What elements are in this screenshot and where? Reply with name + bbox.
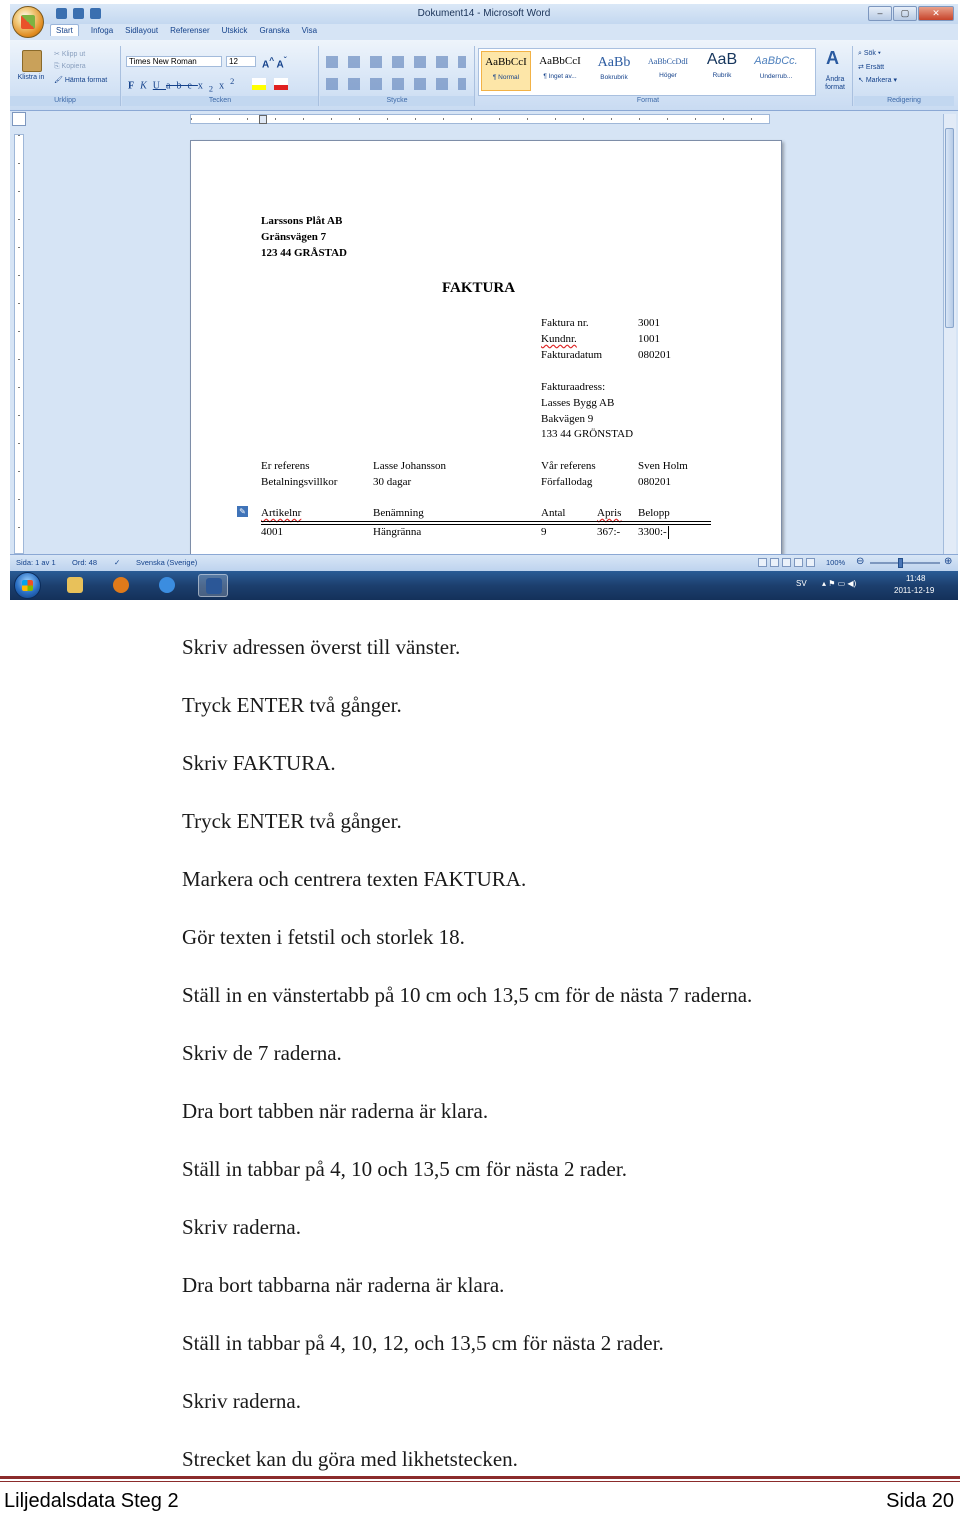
editing-label: Redigering — [854, 96, 954, 106]
sender-line: Larssons Plåt AB — [261, 215, 343, 227]
paste-button[interactable]: Klistra in — [17, 74, 45, 81]
style-no-spacing[interactable]: AaBbCcI ¶ Inget av... — [539, 55, 581, 80]
reference-value: 30 dagar — [373, 476, 412, 488]
find-button[interactable]: ⌕ Sök ▾ — [858, 50, 881, 57]
clipboard-group — [10, 46, 121, 106]
status-bar — [10, 554, 958, 571]
cursor-icon: ↖ — [858, 77, 866, 84]
instruction-step: Tryck ENTER två gånger. — [182, 809, 402, 833]
word-taskbar-button[interactable] — [198, 574, 228, 597]
instruction-step: Dra bort tabbarna när raderna är klara. — [182, 1273, 505, 1297]
clipboard-label: Urklipp — [10, 96, 120, 106]
full-screen-view-icon[interactable] — [770, 558, 779, 567]
indent-marker[interactable] — [259, 115, 267, 124]
zoom-out-icon[interactable]: ⊖ — [856, 556, 865, 567]
style-normal[interactable]: AaBbCcI ¶ Normal — [481, 51, 531, 91]
page-count[interactable]: Sida: 1 av 1 — [16, 558, 56, 567]
table-header: Belopp — [638, 507, 670, 519]
reference-value: Lasse Johansson — [373, 460, 447, 472]
tab-utskick[interactable]: Utskick — [221, 26, 248, 35]
scissors-icon: ✂ — [54, 51, 62, 58]
language-indicator[interactable]: SV — [796, 579, 807, 588]
media-player-taskbar-button[interactable] — [106, 574, 136, 597]
media-player-icon — [113, 577, 129, 593]
invoice-value: 3001 — [638, 317, 660, 329]
change-styles-group — [818, 46, 853, 106]
font-group — [122, 46, 319, 106]
reference-value: Sven Holm — [638, 460, 688, 472]
sender-line: 123 44 GRÅSTAD — [261, 247, 347, 259]
font-size-box[interactable]: 12 — [226, 56, 256, 67]
billing-address-line: Fakturaadress: — [541, 381, 606, 393]
copy-button[interactable]: ⎘ Kopiera — [54, 63, 86, 70]
select-button[interactable]: ↖ Markera ▾ — [858, 77, 897, 84]
invoice-label: Faktura nr. — [541, 317, 589, 329]
zoom-slider[interactable] — [870, 562, 940, 564]
editing-group — [854, 46, 954, 106]
format-painter-button[interactable]: 🖌 Hämta format — [54, 77, 108, 84]
table-header: Apris — [597, 507, 622, 519]
tab-granska[interactable]: Granska — [259, 26, 290, 35]
draft-view-icon[interactable] — [806, 558, 815, 567]
language-status[interactable]: Svenska (Sverige) — [136, 558, 198, 567]
footer-rule-thin — [0, 1481, 960, 1482]
instruction-step: Ställ in en vänstertabb på 10 cm och 13,5 cm för de nästa 7 raderna. — [182, 983, 753, 1007]
vertical-scrollbar[interactable] — [943, 114, 956, 554]
text-cursor — [668, 526, 669, 539]
start-button[interactable] — [14, 572, 41, 599]
office-button[interactable] — [12, 6, 44, 38]
instruction-step: Tryck ENTER två gånger. — [182, 693, 402, 717]
ie-taskbar-button[interactable] — [152, 574, 182, 597]
table-cell: Hängränna — [373, 526, 422, 538]
footer-course-name: Liljedalsdata Steg 2 — [4, 1490, 179, 1512]
table-cell: 9 — [541, 526, 547, 538]
window-controls — [868, 6, 954, 21]
grow-font-icon[interactable]: A^ $A^ˇ$ — [262, 55, 287, 71]
table-header: Artikelnr — [261, 507, 302, 519]
instruction-step: Skriv raderna. — [182, 1215, 301, 1239]
billing-address-line: Lasses Bygg AB — [541, 397, 615, 409]
tab-start[interactable]: Start — [50, 24, 79, 36]
footer-page-number: Sida 20 — [886, 1490, 954, 1512]
outline-view-icon[interactable] — [794, 558, 803, 567]
replace-icon: ⇄ — [858, 64, 866, 71]
table-cell: 3300:- — [638, 526, 667, 538]
ribbon-tabs — [50, 26, 317, 36]
table-header: Benämning — [373, 507, 424, 519]
font-label: Tecken — [122, 96, 318, 106]
tab-selector[interactable] — [12, 112, 26, 126]
copy-icon: ⎘ — [54, 63, 62, 70]
word-count[interactable]: Ord: 48 — [72, 558, 98, 567]
table-header: Antal — [541, 507, 566, 519]
internet-explorer-icon — [159, 577, 175, 593]
cut-button[interactable]: ✂ Klipp ut — [54, 51, 86, 58]
zoom-slider-thumb[interactable] — [898, 558, 903, 568]
billing-address-line: 133 44 GRÖNSTAD — [541, 428, 634, 440]
instruction-step: Skriv raderna. — [182, 1389, 301, 1413]
clock-time[interactable]: 11:48 — [906, 574, 926, 583]
horizontal-ruler[interactable] — [190, 114, 770, 124]
sender-line: Gränsvägen 7 — [261, 231, 327, 243]
instruction-step: Dra bort tabben när raderna är klara. — [182, 1099, 489, 1123]
highlight-icon[interactable] — [252, 78, 266, 90]
styles-label: Format — [636, 97, 660, 104]
font-color-icon[interactable] — [274, 78, 288, 90]
tab-referenser[interactable]: Referenser — [170, 26, 210, 35]
separator-line — [261, 521, 711, 525]
invoice-value: 080201 — [638, 349, 671, 361]
change-styles-icon[interactable]: A — [826, 48, 839, 68]
web-layout-view-icon[interactable] — [782, 558, 791, 567]
footer-rule — [0, 1476, 960, 1479]
explorer-taskbar-button[interactable] — [60, 574, 90, 597]
tab-infoga[interactable]: Infoga — [90, 26, 114, 35]
title-bar — [10, 4, 958, 24]
change-styles-button[interactable]: Ändra format — [825, 76, 845, 91]
reference-label: Vår referens — [541, 460, 596, 472]
binoculars-icon: ⌕ — [858, 50, 864, 57]
window-title: Dokument14 - Microsoft Word — [417, 8, 551, 19]
vertical-ruler[interactable] — [14, 134, 24, 554]
instruction-step: Ställ in tabbar på 4, 10, 12, och 13,5 cm för nästa 2 rader. — [182, 1331, 664, 1355]
instruction-step: Ställ in tabbar på 4, 10 och 13,5 cm för nästa 2 rader. — [182, 1157, 627, 1181]
table-cell: 4001 — [261, 526, 283, 538]
tab-visa[interactable]: Visa — [301, 26, 318, 35]
zoom-in-icon[interactable]: ⊕ — [944, 556, 953, 567]
reference-label: Betalningsvillkor — [261, 476, 338, 488]
vertical-ruler-ticks — [18, 135, 20, 553]
document-page[interactable] — [190, 140, 782, 562]
paste-icon — [22, 50, 42, 72]
clock-date[interactable]: 2011-12-19 — [894, 586, 935, 595]
proofing-icon[interactable]: ✓ — [114, 558, 121, 567]
document-heading: FAKTURA — [442, 280, 516, 296]
replace-button[interactable]: ⇄ Ersätt — [858, 64, 885, 71]
invoice-value: 1001 — [638, 333, 660, 345]
scrollbar-thumb[interactable] — [945, 128, 954, 328]
print-layout-view-icon[interactable] — [758, 558, 767, 567]
reference-value: 080201 — [638, 476, 671, 488]
paragraph-label: Stycke — [320, 96, 474, 106]
billing-address-line: Bakvägen 9 — [541, 413, 594, 425]
instruction-step: Skriv FAKTURA. — [182, 751, 336, 775]
taskbar — [10, 571, 958, 600]
reference-label: Er referens — [261, 460, 310, 472]
style-book-title[interactable]: AaBb Bokrubrik — [597, 55, 631, 81]
paragraph-group — [320, 46, 475, 106]
brush-icon: 🖌 — [54, 77, 65, 84]
invoice-label: Fakturadatum — [541, 349, 603, 361]
word-icon — [206, 578, 222, 594]
align-icons[interactable] — [326, 78, 466, 90]
folder-icon — [67, 577, 83, 593]
word-screenshot — [10, 4, 958, 600]
ribbon — [10, 40, 958, 111]
maximize-button[interactable]: ▢ — [893, 6, 917, 21]
tray-icons[interactable]: ▴ ⚑ ▭ ◀) — [822, 579, 857, 588]
format-buttons[interactable]: $FKUabex_2x^2$ — [128, 77, 241, 94]
ruler-ticks — [191, 118, 769, 120]
minimize-button[interactable]: – — [868, 6, 892, 21]
instruction-step: Skriv de 7 raderna. — [182, 1041, 342, 1065]
instruction-step: Markera och centrera texten FAKTURA. — [182, 867, 527, 891]
list-icons[interactable] — [326, 56, 466, 68]
tab-sidlayout[interactable]: Sidlayout — [125, 26, 159, 35]
style-title[interactable]: AaB Rubrik — [706, 51, 738, 79]
zoom-level[interactable]: 100% — [826, 558, 846, 567]
instruction-list — [182, 630, 752, 1500]
style-right[interactable]: AaBbCcDdI Höger — [648, 57, 688, 79]
style-subtitle[interactable]: AaBbCc. Underrub... — [754, 55, 798, 80]
table-cell: 367:- — [597, 526, 621, 538]
instruction-step: Skriv adressen överst till vänster. — [182, 635, 461, 659]
font-name-box[interactable]: Times New Roman — [126, 56, 222, 67]
paste-options-icon[interactable]: ✎ — [237, 506, 248, 517]
reference-label: Förfallodag — [541, 476, 593, 488]
instruction-step: Strecket kan du göra med likhetstecken. — [182, 1447, 518, 1471]
invoice-label: Kundnr. — [541, 333, 577, 345]
styles-group — [478, 46, 818, 106]
instruction-step: Gör texten i fetstil och storlek 18. — [182, 925, 465, 949]
close-button[interactable]: ✕ — [918, 6, 954, 21]
